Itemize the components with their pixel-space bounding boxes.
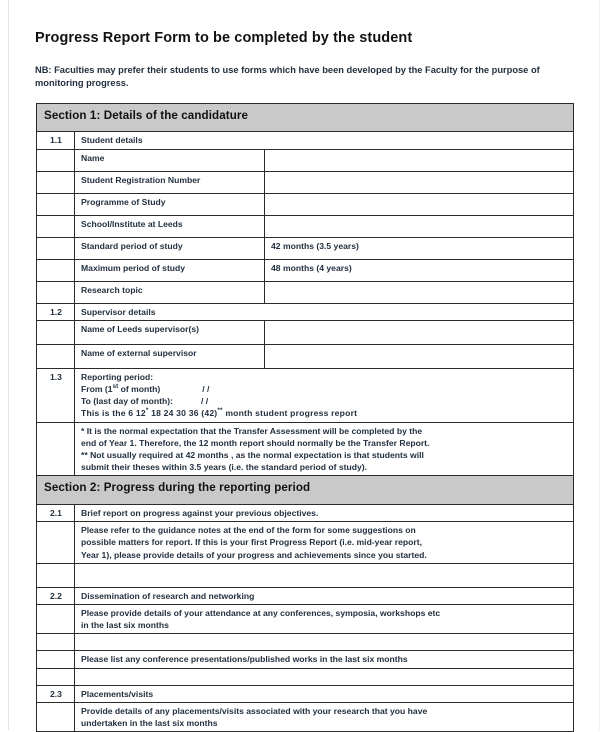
row-1-1-label: Student details <box>75 132 574 149</box>
row-number-blank <box>37 320 75 344</box>
reporting-period-title: Reporting period: <box>81 371 154 382</box>
field-label-maximum-period: Maximum period of study <box>75 259 265 281</box>
table-row <box>37 259 574 281</box>
row-2-1 <box>37 504 574 521</box>
field-label-name: Name <box>75 149 265 171</box>
reporting-period-to[interactable] <box>81 395 568 407</box>
to-date-slashes[interactable]: / / <box>200 396 209 407</box>
row-2-2 <box>37 587 574 604</box>
instruction-2-3-line-1: Provide details of any placements/visits associated with your research that you have <box>81 705 428 716</box>
from-label-suffix: of month) <box>118 384 161 395</box>
row-1-3 <box>37 368 574 422</box>
row-2-3-instruction <box>37 702 574 731</box>
table-row <box>37 320 574 344</box>
answer-field-2-1[interactable] <box>75 563 574 587</box>
row-number-blank <box>37 522 75 564</box>
row-1-2-number: 1.2 <box>37 303 75 320</box>
field-label-school-institute: School/Institute at Leeds <box>75 215 265 237</box>
instruction-2-1-line-2: possible matters for report. If this is your first Progress Report (i.e. mid-year report, <box>81 537 422 548</box>
footnote-line-1: * It is the normal expectation that the Transfer Assessment will be completed by the <box>81 425 423 436</box>
row-2-3 <box>37 685 574 702</box>
reporting-period-from[interactable] <box>81 383 568 395</box>
row-number-blank <box>37 702 75 731</box>
from-date-slashes[interactable]: / / <box>202 384 210 395</box>
section-1-header-row <box>37 104 574 132</box>
answer-row-2-2-a <box>37 634 574 651</box>
row-number-blank <box>37 651 75 668</box>
row-2-1-number: 2.1 <box>37 504 75 521</box>
row-number-blank <box>37 259 75 281</box>
instruction-2-1-line-1: Please refer to the guidance notes at the end of the form for some suggestions on <box>81 525 416 536</box>
field-label-leeds-supervisor: Name of Leeds supervisor(s) <box>75 320 265 344</box>
answer-field-2-2-b[interactable] <box>75 668 574 685</box>
field-label-standard-period: Standard period of study <box>75 237 265 259</box>
row-1-1 <box>37 132 574 149</box>
from-label-prefix: From (1 <box>81 384 113 395</box>
row-number-blank <box>37 344 75 368</box>
table-row <box>37 344 574 368</box>
page-title: Progress Report Form to be completed by the student <box>35 30 413 46</box>
footnote-line-3: ** Not usually required at 42 months , as the normal expectation is that students will <box>81 450 424 461</box>
row-number-blank <box>37 149 75 171</box>
asterisk-marker-double: ** <box>217 407 223 415</box>
section-1-header: Section 1: Details of the candidature <box>37 104 574 132</box>
table-row <box>37 215 574 237</box>
row-1-2 <box>37 303 574 320</box>
row-2-2-instruction <box>37 604 574 633</box>
answer-field-2-2-a[interactable] <box>75 634 574 651</box>
row-2-2-instruction-2 <box>37 651 574 668</box>
answer-row-2-1 <box>37 563 574 587</box>
instruction-2-3-line-2: undertaken in the last six months <box>81 717 218 728</box>
row-2-1-label: Brief report on progress against your previous objectives. <box>75 504 574 521</box>
instruction-2-2-line-2: in the last six months <box>81 620 169 631</box>
nb-note: NB: Faculties may prefer their students to use forms which have been developed by the Faculty for the purpose of monitoring progress. <box>35 65 540 89</box>
row-2-2-label: Dissemination of research and networking <box>75 587 574 604</box>
instruction-2-2-line-1: Please provide details of your attendance at any conferences, symposia, workshops etc <box>81 607 441 618</box>
field-value-registration-number[interactable] <box>265 171 574 193</box>
to-label: To (last day of month): <box>81 396 173 407</box>
field-label-registration-number: Student Registration Number <box>75 171 265 193</box>
instruction-block-2-2 <box>75 604 574 633</box>
row-number-blank <box>37 422 75 476</box>
field-label-programme-of-study: Programme of Study <box>75 193 265 215</box>
row-number-blank <box>37 668 75 685</box>
row-2-3-label: Placements/visits <box>75 685 574 702</box>
field-value-research-topic[interactable] <box>265 281 574 303</box>
row-2-1-instruction <box>37 522 574 564</box>
instruction-2-1-line-3: Year 1), please provide details of your progress and achievements since you started. <box>81 549 427 560</box>
row-2-3-number: 2.3 <box>37 685 75 702</box>
instruction-block-2-3 <box>75 702 574 731</box>
report-month-selector[interactable] <box>81 407 568 419</box>
row-number-blank <box>37 281 75 303</box>
report-month-suffix: month student progress report <box>222 408 358 419</box>
report-month-options: 18 24 30 36 (42) <box>148 408 218 419</box>
row-number-blank <box>37 237 75 259</box>
field-value-maximum-period[interactable]: 48 months (4 years) <box>265 259 574 281</box>
field-value-name[interactable] <box>265 149 574 171</box>
instruction-block-2-1 <box>75 522 574 564</box>
answer-row-2-2-b <box>37 668 574 685</box>
row-1-2-label: Supervisor details <box>75 303 574 320</box>
table-row <box>37 193 574 215</box>
reporting-period-block <box>75 368 574 422</box>
row-1-1-number: 1.1 <box>37 132 75 149</box>
section-2-header-row <box>37 476 574 504</box>
row-1-3-number: 1.3 <box>37 368 75 422</box>
row-number-blank <box>37 171 75 193</box>
report-month-prefix: This is the 6 12 <box>81 408 146 419</box>
footnote-block <box>75 422 574 476</box>
row-number-blank <box>37 193 75 215</box>
field-value-programme-of-study[interactable] <box>265 193 574 215</box>
table-row <box>37 281 574 303</box>
field-label-external-supervisor: Name of external supervisor <box>75 344 265 368</box>
row-number-blank <box>37 215 75 237</box>
footnote-row <box>37 422 574 476</box>
field-label-research-topic: Research topic <box>75 281 265 303</box>
field-value-leeds-supervisor[interactable] <box>265 320 574 344</box>
from-ordinal-suffix: st <box>112 383 119 391</box>
section-2-header: Section 2: Progress during the reporting period <box>37 476 574 504</box>
row-number-blank <box>37 563 75 587</box>
progress-report-form-table <box>36 103 574 732</box>
field-value-external-supervisor[interactable] <box>265 344 574 368</box>
row-number-blank <box>37 604 75 633</box>
table-row <box>37 149 574 171</box>
row-2-2-number: 2.2 <box>37 587 75 604</box>
field-value-standard-period[interactable]: 42 months (3.5 years) <box>265 237 574 259</box>
footnote-line-4: submit their theses within 3.5 years (i.e. the standard period of study). <box>81 462 368 473</box>
row-number-blank <box>37 634 75 651</box>
instruction-2-2-presentations: Please list any conference presentations/published works in the last six months <box>75 651 574 668</box>
table-row <box>37 171 574 193</box>
footnote-line-2: end of Year 1. Therefore, the 12 month report should normally be the Transfer Report. <box>81 437 430 448</box>
table-row <box>37 237 574 259</box>
asterisk-marker-single: * <box>145 407 149 415</box>
field-value-school-institute[interactable] <box>265 215 574 237</box>
document-page <box>8 0 600 730</box>
